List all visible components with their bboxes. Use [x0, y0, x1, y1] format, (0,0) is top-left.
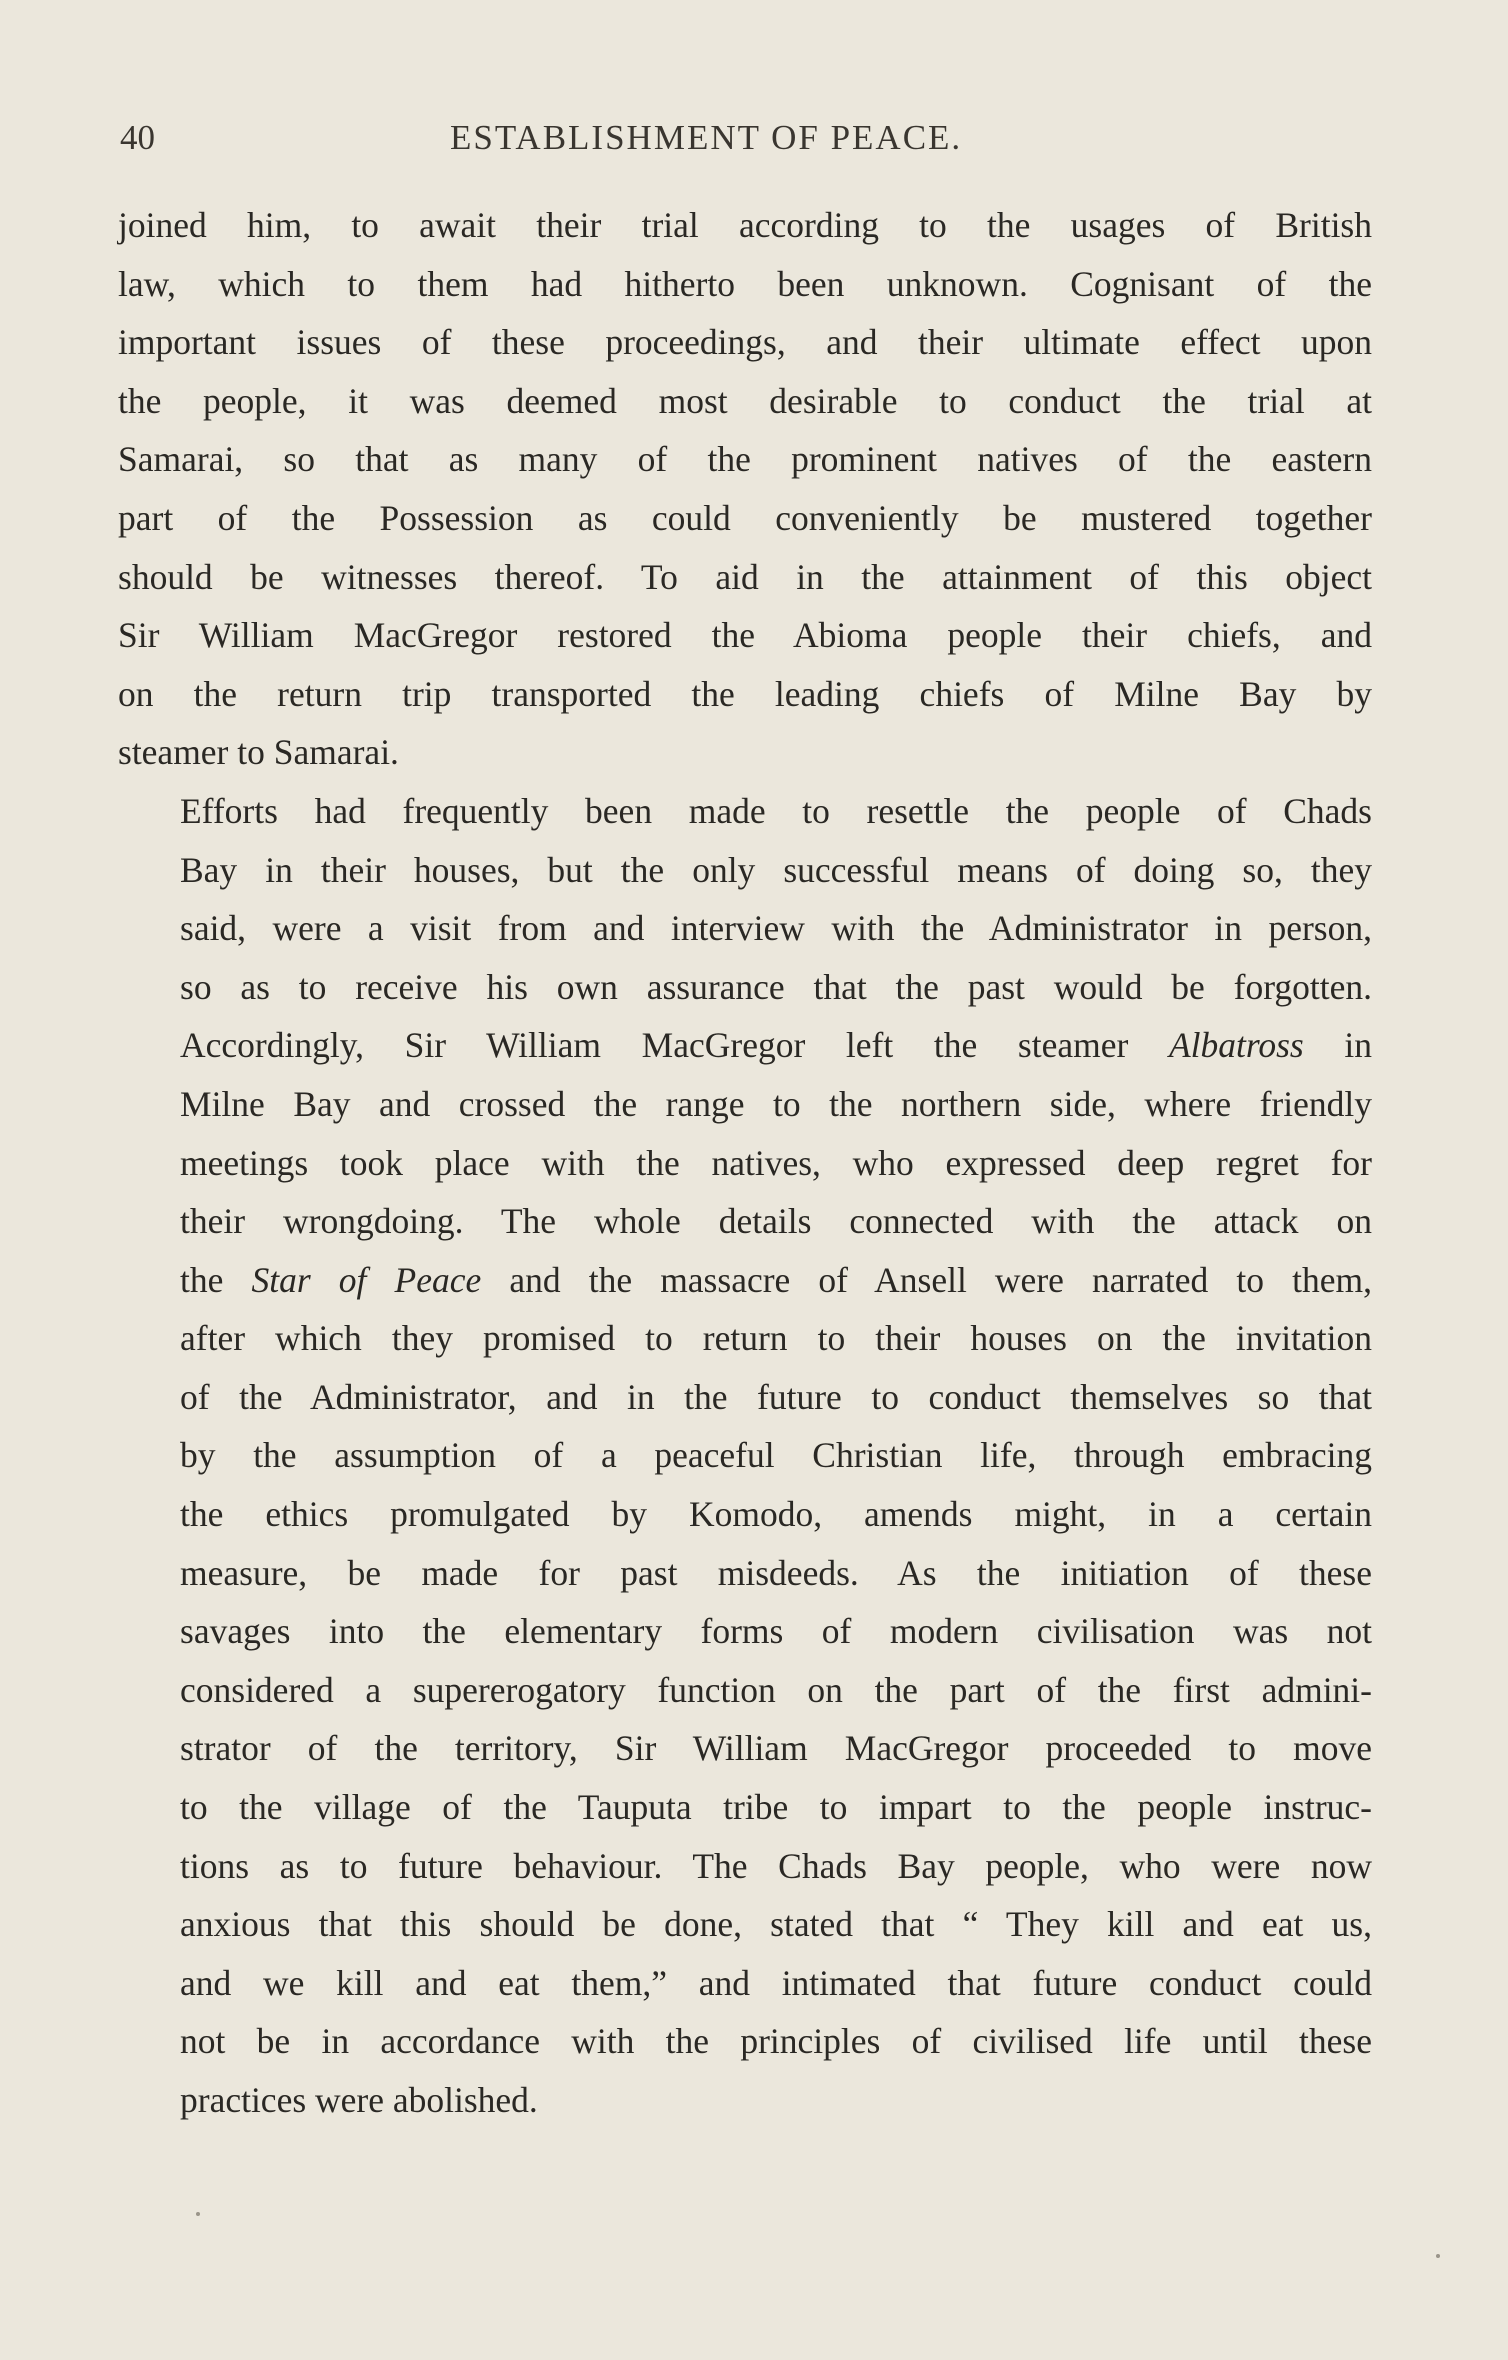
text-line: Bay in their houses, but the only successful means of doing so, they — [180, 849, 1372, 890]
paper-speck — [196, 2212, 200, 2216]
text-line: should be witnesses thereof. To aid in the attainment of this object — [118, 556, 1372, 597]
text-line: of the Administrator, and in the future to conduct themselves so that — [180, 1376, 1372, 1417]
text-line: part of the Possession as could conveniently be mustered together — [118, 497, 1372, 538]
paragraph — [118, 196, 1372, 782]
italic-title: Star of Peace — [251, 1259, 482, 1300]
text-line: to the village of the Tauputa tribe to impart to the people instruc- — [180, 1787, 1372, 1828]
body-text — [118, 196, 1372, 2130]
text-line: the ethics promulgated by Komodo, amends might, in a certain — [180, 1494, 1372, 1535]
paper-speck — [1436, 2254, 1440, 2258]
text-line: anxious that this should be done, stated that “ They kill and eat us, — [180, 1904, 1372, 1945]
text-line: considered a supererogatory function on the part of the first admini- — [180, 1669, 1372, 1710]
text-line — [118, 1016, 1372, 1075]
text-line: and we kill and eat them,” and intimated that future conduct could — [180, 1962, 1372, 2003]
page-header — [120, 118, 1388, 166]
text-line: the people, it was deemed most desirable to conduct the trial at — [118, 380, 1372, 421]
text-line: joined him, to await their trial according to the usages of British — [118, 205, 1372, 245]
text-line: Milne Bay and crossed the range to the northern side, where friendly — [180, 1083, 1372, 1124]
text-line: so as to receive his own assurance that the past would be forgotten. — [180, 966, 1372, 1007]
text-line: Efforts had frequently been made to resettle the people of Chads — [180, 790, 1372, 831]
text-line: Sir William MacGregor restored the Abioma people their chiefs, and — [118, 615, 1372, 656]
text-line: said, were a visit from and interview with the Administrator in person, — [180, 908, 1372, 949]
running-head: ESTABLISHMENT OF PEACE. — [450, 118, 963, 157]
text-line: Samarai, so that as many of the prominent natives of the eastern — [118, 439, 1372, 480]
text-line: law, which to them had hitherto been unknown. Cognisant of the — [118, 263, 1372, 304]
text-line: by the assumption of a peaceful Christian life, through embracing — [180, 1435, 1372, 1476]
text-line: steamer to Samarai. — [118, 732, 399, 773]
text-line: savages into the elementary forms of modern civilisation was not — [180, 1611, 1372, 1652]
italic-title: Albatross — [1168, 1025, 1304, 1066]
text-line: after which they promised to return to their houses on the invitation — [180, 1318, 1372, 1359]
paragraph — [118, 782, 1372, 2130]
text-run: Accordingly, Sir William MacGregor left the steamer — [180, 1025, 1169, 1066]
text-line: meetings took place with the natives, who expressed deep regret for — [180, 1142, 1372, 1183]
text-line: their wrongdoing. The whole details connected with the attack on — [180, 1201, 1372, 1242]
text-line: strator of the territory, Sir William MacGregor proceeded to move — [180, 1728, 1372, 1769]
text-line: practices were abolished. — [180, 2080, 538, 2120]
text-line — [118, 1251, 1372, 1310]
text-line: tions as to future behaviour. The Chads Bay people, who were now — [180, 1845, 1372, 1886]
text-line: important issues of these proceedings, and their ultimate effect upon — [118, 322, 1372, 363]
page-number: 40 — [120, 118, 155, 157]
text-line: on the return trip transported the leading chiefs of Milne Bay by — [118, 673, 1372, 714]
text-run: in — [1303, 1025, 1372, 1066]
text-run: and the massacre of Ansell were narrated to them, — [481, 1259, 1372, 1300]
text-line: not be in accordance with the principles of civilised life until these — [180, 2021, 1372, 2062]
text-run: the — [180, 1259, 252, 1300]
text-line: measure, be made for past misdeeds. As the initiation of these — [180, 1552, 1372, 1593]
